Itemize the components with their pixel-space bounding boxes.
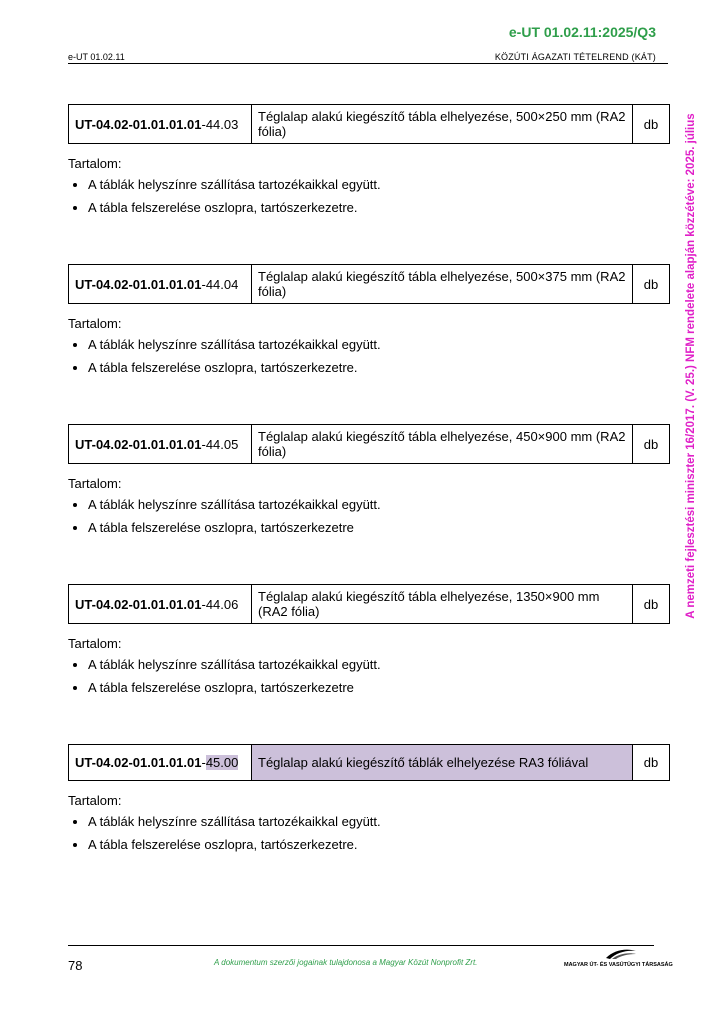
item-block: [68, 104, 670, 223]
item-code-suffix: -44.06: [201, 596, 239, 612]
copyright-note: A dokumentum szerzői jogainak tulajdonosa a Magyar Közút Nonprofit Zrt.: [214, 958, 478, 967]
item-unit: db: [633, 745, 670, 781]
table-row: [69, 105, 670, 144]
content-label: Tartalom:: [68, 156, 122, 171]
item-description: Téglalap alakú kiegészítő táblák elhelyezése RA3 fóliával: [252, 745, 633, 781]
item-code-suffix: 45.00: [205, 755, 239, 770]
item-block: [68, 264, 670, 383]
item-code-suffix: -44.05: [201, 436, 239, 452]
list-item: • A tábla felszerelése oszlopra, tartószerkezetre.: [88, 200, 670, 215]
item-table: [68, 584, 670, 624]
swoosh-logo-icon: [604, 948, 638, 960]
item-code-cell: [69, 585, 252, 624]
document-code: e-UT 01.02.11:2025/Q3: [508, 24, 656, 40]
list-item: • A táblák helyszínre szállítása tartozékaikkal együtt.: [88, 177, 670, 192]
item-description: Téglalap alakú kiegészítő tábla elhelyezése, 1350×900 mm (RA2 fólia): [252, 585, 633, 624]
item-table: [68, 104, 670, 144]
item-code-prefix: UT-04.02-01.01.01.01: [75, 596, 202, 612]
list-item: • A tábla felszerelése oszlopra, tartószerkezetre: [88, 680, 670, 695]
logo-text: MAGYAR ÚT- ÉS VASÚTÜGYI TÁRSASÁG: [564, 962, 673, 968]
item-code-prefix: UT-04.02-01.01.01.01: [75, 755, 202, 770]
item-unit: db: [633, 425, 670, 464]
item-code-prefix: UT-04.02-01.01.01.01: [75, 276, 202, 292]
list-item: • A tábla felszerelése oszlopra, tartószerkezetre.: [88, 360, 670, 375]
item-code-prefix: UT-04.02-01.01.01.01: [75, 116, 202, 132]
item-code-suffix: -44.04: [201, 276, 239, 292]
list-item: • A táblák helyszínre szállítása tartozékaikkal együtt.: [88, 497, 670, 512]
item-table: [68, 424, 670, 464]
item-unit: db: [633, 105, 670, 144]
content-label: Tartalom:: [68, 476, 122, 491]
table-row: [69, 745, 670, 781]
item-code-cell: [69, 745, 252, 781]
table-row: [69, 425, 670, 464]
header-right-text: KÖZÚTI ÁGAZATI TÉTELREND (KÁT): [494, 52, 656, 62]
page-number: 78: [68, 958, 83, 973]
bullet-list: [68, 814, 670, 852]
bullet-list: [68, 177, 670, 215]
header-left-text: e-UT 01.02.11: [68, 52, 125, 62]
item-description: Téglalap alakú kiegészítő tábla elhelyezése, 500×250 mm (RA2 fólia): [252, 105, 633, 144]
company-logo: [564, 948, 673, 970]
footer-rule: [68, 945, 654, 946]
item-code-prefix: UT-04.02-01.01.01.01: [75, 436, 202, 452]
list-item: • A tábla felszerelése oszlopra, tartószerkezetre: [88, 520, 670, 535]
item-table: [68, 264, 670, 304]
header-rule: [68, 63, 668, 64]
bullet-list: [68, 657, 670, 695]
item-code-cell: [69, 265, 252, 304]
content-label: Tartalom:: [68, 793, 122, 808]
item-table: [68, 744, 670, 781]
item-code-cell: [69, 425, 252, 464]
side-publication-note: A nemzeti fejlesztési miniszter 16/2017. (V. 25.) NFM rendelete alapján közzétéve: 2025. július: [685, 113, 697, 619]
item-block: [68, 424, 670, 543]
list-item: • A táblák helyszínre szállítása tartozékaikkal együtt.: [88, 657, 670, 672]
item-unit: db: [633, 585, 670, 624]
content-label: Tartalom:: [68, 316, 122, 331]
table-row: [69, 265, 670, 304]
item-code-mid: -: [201, 755, 206, 770]
list-item: • A tábla felszerelése oszlopra, tartószerkezetre.: [88, 837, 670, 852]
item-unit: db: [633, 265, 670, 304]
bullet-list: [68, 497, 670, 535]
item-block: [68, 584, 670, 703]
item-code-suffix: -44.03: [201, 116, 239, 132]
list-item: • A táblák helyszínre szállítása tartozékaikkal együtt.: [88, 814, 670, 829]
item-block: [68, 744, 670, 860]
item-description: Téglalap alakú kiegészítő tábla elhelyezése, 500×375 mm (RA2 fólia): [252, 265, 633, 304]
item-code-cell: [69, 105, 252, 144]
list-item: • A táblák helyszínre szállítása tartozékaikkal együtt.: [88, 337, 670, 352]
bullet-list: [68, 337, 670, 375]
table-row: [69, 585, 670, 624]
content-label: Tartalom:: [68, 636, 122, 651]
item-description: Téglalap alakú kiegészítő tábla elhelyezése, 450×900 mm (RA2 fólia): [252, 425, 633, 464]
